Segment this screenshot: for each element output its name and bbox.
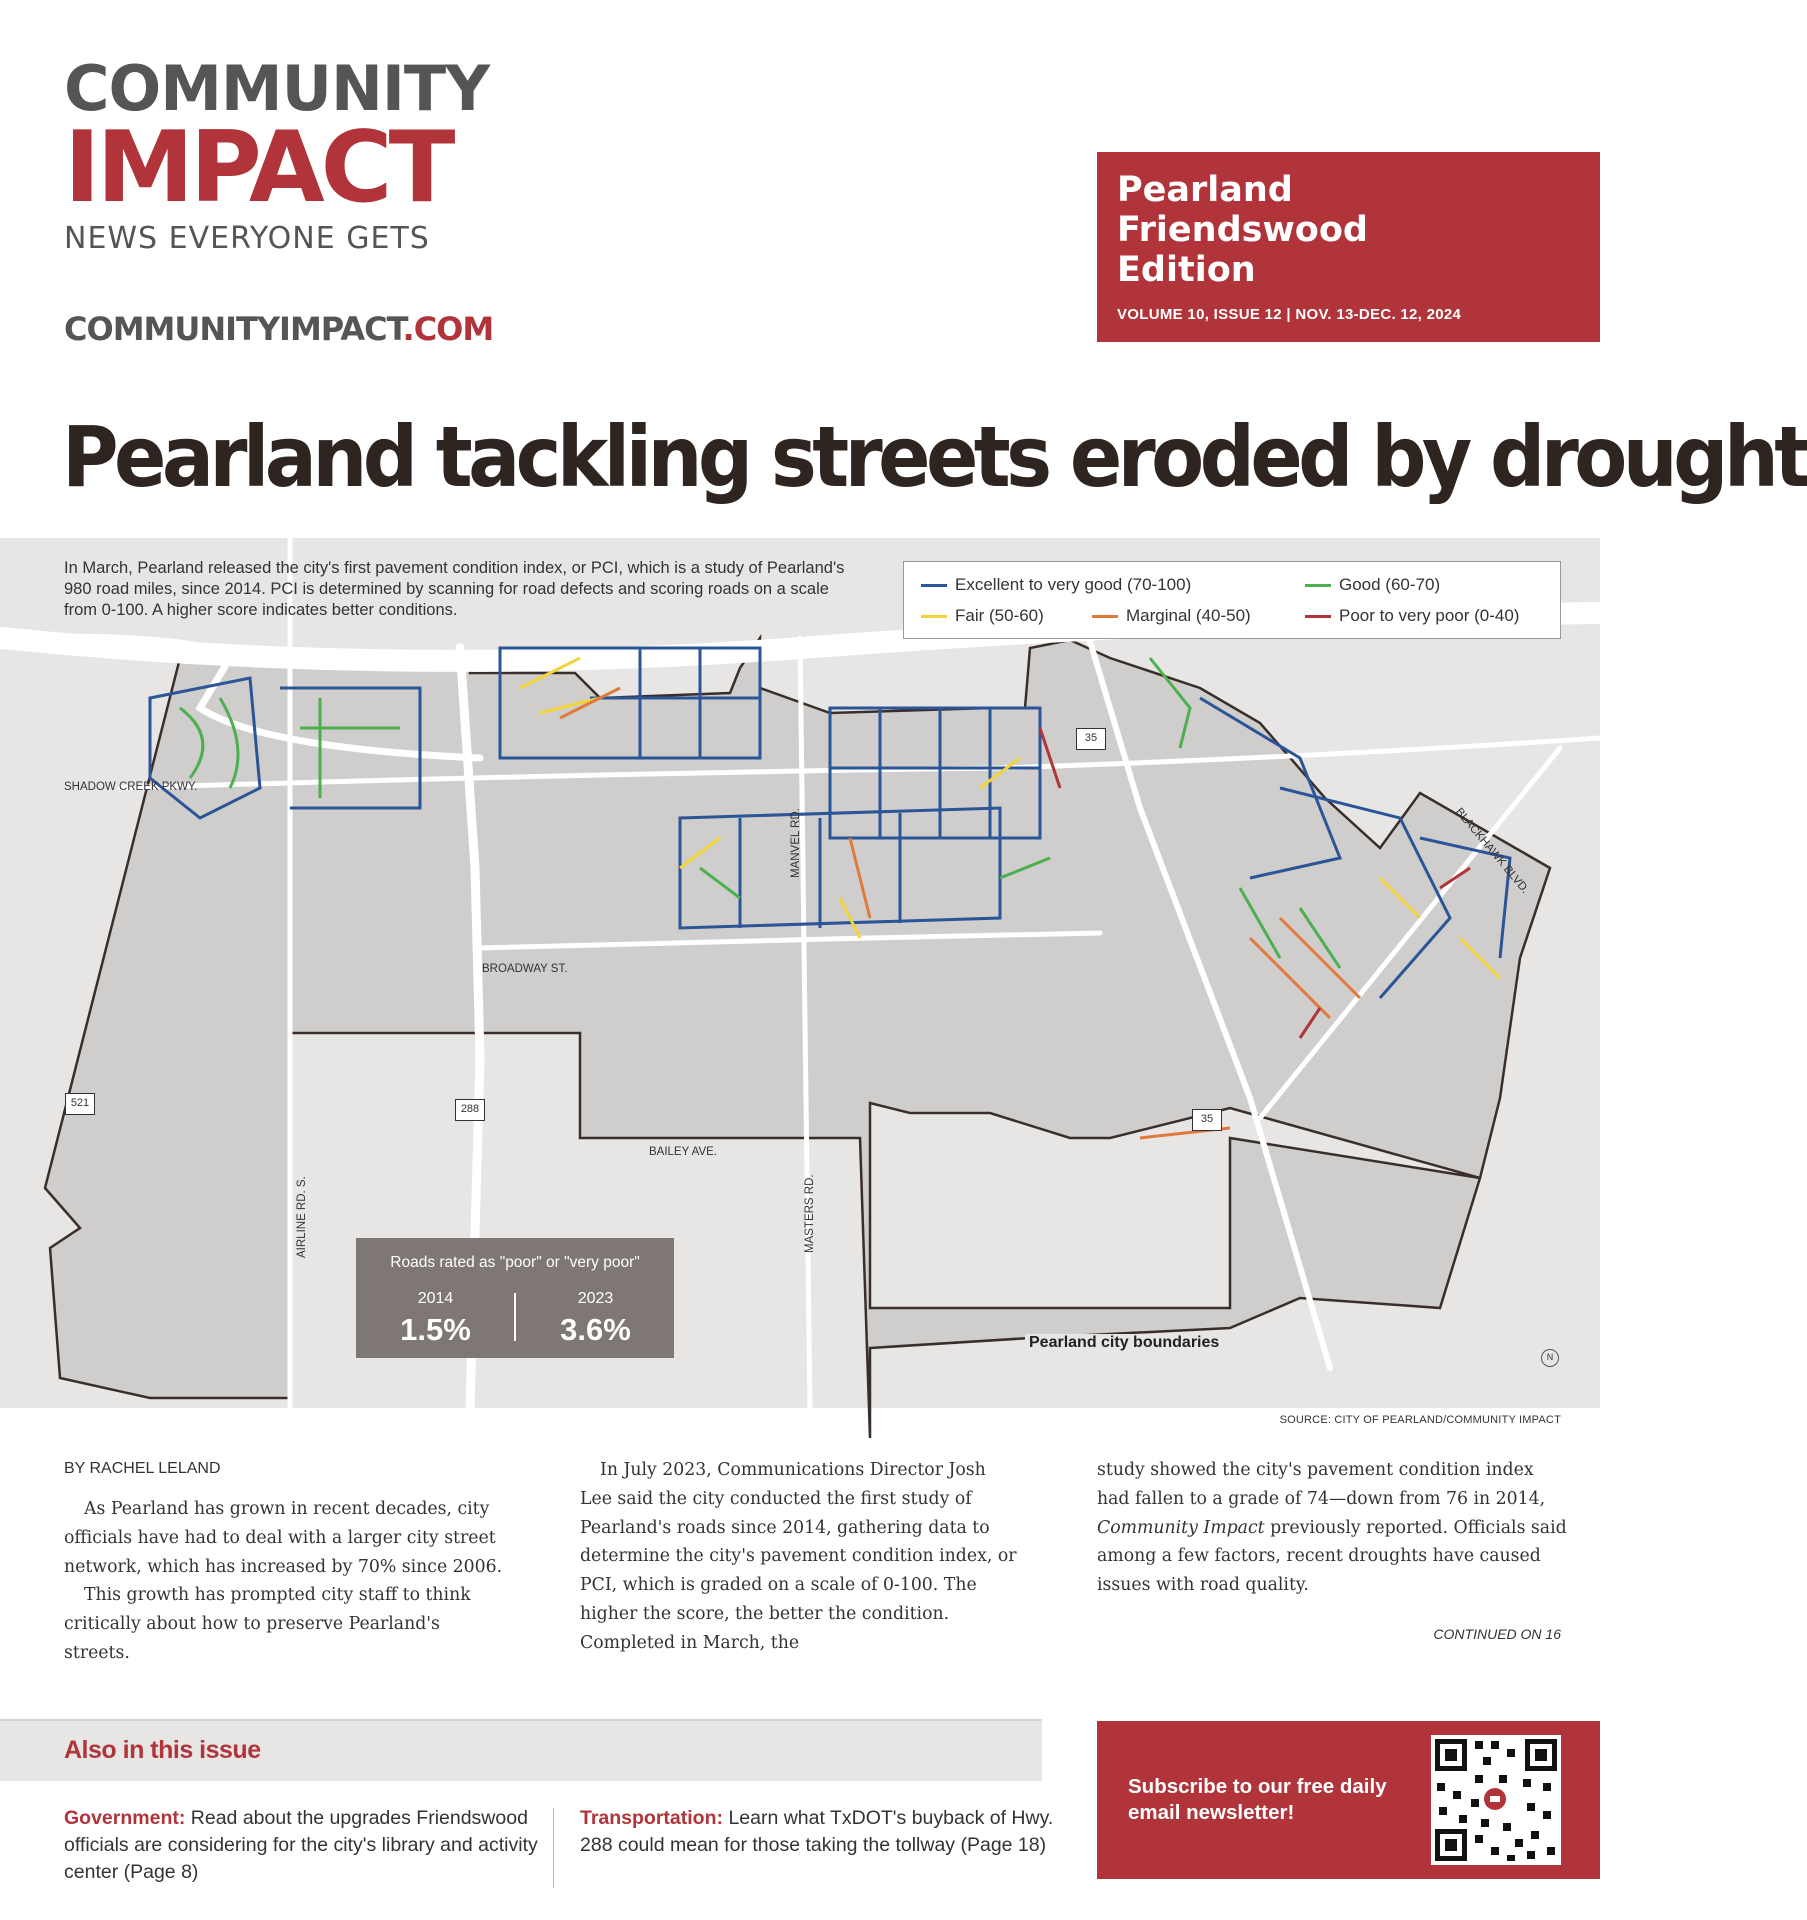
- legend-swatch-poor: [1305, 615, 1331, 618]
- road-label-manvel: MANVEL RD.: [790, 808, 802, 878]
- legend-swatch-good: [1305, 584, 1331, 587]
- also-in-this-issue-bar: [0, 1719, 1042, 1781]
- legend-swatch-excellent: [921, 584, 947, 587]
- legend-swatch-fair: [921, 615, 947, 618]
- teaser-divider: [553, 1808, 554, 1888]
- article-text: previously reported. Officials said among a few factors, recent droughts have caused issues with road quality.: [1097, 1517, 1567, 1596]
- map-legend: [903, 561, 1561, 639]
- pci-road-map: [0, 538, 1600, 1408]
- map-intro-text: In March, Pearland released the city's first pavement condition index, or PCI, which is a study of Pearland's 980 road miles, since 2014. PCI is determined by scanning for road defects and scoring roads on a scale from 0-100. A higher score indicates better conditions.: [64, 559, 845, 619]
- stat-2023: [516, 1290, 675, 1348]
- teaser-text: Learn what TxDOT's buyback of Hwy. 288 could mean for those taking the tollway (Page 18): [580, 1807, 1054, 1856]
- article-column-3: [1097, 1456, 1567, 1600]
- site-url-suffix: .COM: [402, 310, 494, 348]
- article-column-1: [64, 1495, 504, 1668]
- road-label-shadow-creek: SHADOW CREEK PKWY.: [64, 781, 198, 793]
- legend-label-marginal: Marginal (40-50): [1126, 606, 1251, 625]
- continued-link[interactable]: CONTINUED ON 16: [1433, 1626, 1561, 1642]
- legend-label-good: Good (60-70): [1339, 575, 1441, 594]
- legend-label-poor: Poor to very poor (0-40): [1339, 606, 1520, 625]
- road-label-airline: AIRLINE RD. S.: [296, 1176, 308, 1258]
- stat-box-title: Roads rated as "poor" or "very poor": [390, 1254, 640, 1271]
- road-label-bailey: BAILEY AVE.: [649, 1146, 717, 1158]
- edition-meta: VOLUME 10, ISSUE 12 | NOV. 13-DEC. 12, 2024: [1117, 306, 1462, 323]
- site-url-main: COMMUNITYIMPACT: [64, 310, 403, 348]
- edition-title-line1: Pearland: [1117, 170, 1293, 210]
- article-paragraph: As Pearland has grown in recent decades, city officials have had to deal with a larger city street network, which has increased by 70% since 2006.: [64, 1499, 503, 1577]
- publication-name: Community Impact: [1097, 1517, 1265, 1538]
- teaser-text: Read about the upgrades Friendswood officials are considering for the city's library and activity center (Page 8): [64, 1807, 538, 1883]
- subscribe-box[interactable]: [1097, 1721, 1600, 1879]
- article-paragraph: In July 2023, Communications Director Josh Lee said the city conducted the first study of Pearland's roads since 2014, gathering data to determine the city's pavement condition index, or PCI, which is graded on a scale of 0-100. The higher the score, the better the condition. Completed in March, the: [580, 1460, 1017, 1653]
- stat-value: 1.5%: [400, 1312, 471, 1347]
- map-graphic: [0, 538, 1600, 1408]
- road-label-blackhawk: BLACKHAWK BLVD.: [1452, 806, 1532, 896]
- north-arrow-icon: N: [1541, 1349, 1559, 1367]
- stat-year: 2014: [417, 1290, 454, 1307]
- legend-label-fair: Fair (50-60): [955, 606, 1044, 625]
- community-impact-logo[interactable]: [64, 52, 494, 257]
- article-text: study showed the city's pavement condition index had fallen to a grade of 74—down from 76 in 2014,: [1097, 1460, 1546, 1509]
- road-label-masters: MASTERS RD.: [804, 1174, 816, 1253]
- subscribe-text: Subscribe to our free daily email newsletter!: [1128, 1775, 1387, 1824]
- edition-title-line2: Friendswood: [1117, 210, 1368, 250]
- article-column-2: [580, 1456, 1020, 1658]
- map-source: SOURCE: CITY OF PEARLAND/COMMUNITY IMPACT: [1279, 1414, 1561, 1426]
- legend-item-good: [1305, 575, 1440, 595]
- qr-code-graphic: [1431, 1735, 1561, 1865]
- legend-item-fair: [921, 606, 1044, 626]
- stat-year: 2023: [577, 1290, 614, 1307]
- logo-community-text: COMMUNITY: [64, 52, 490, 125]
- teaser-kicker: Government:: [64, 1807, 186, 1829]
- site-url-link[interactable]: [64, 310, 493, 348]
- highway-shield-521: 521: [65, 1093, 95, 1115]
- qr-code-icon[interactable]: [1431, 1735, 1561, 1865]
- city-boundary-label: Pearland city boundaries: [1025, 1334, 1223, 1352]
- article-paragraph: This growth has prompted city staff to think critically about how to preserve Pearland's streets.: [64, 1585, 471, 1663]
- teaser-kicker: Transportation:: [580, 1807, 724, 1829]
- edition-title-line3: Edition: [1117, 250, 1256, 290]
- poor-roads-stat-box: [356, 1238, 674, 1358]
- also-in-this-issue-title: Also in this issue: [64, 1736, 261, 1764]
- byline: BY RACHEL LELAND: [64, 1460, 221, 1477]
- teaser-government[interactable]: [64, 1805, 544, 1886]
- road-label-broadway: BROADWAY ST.: [482, 963, 568, 975]
- legend-label-excellent: Excellent to very good (70-100): [955, 575, 1192, 594]
- article-paragraph: [1097, 1456, 1567, 1600]
- legend-swatch-marginal: [1092, 615, 1118, 618]
- legend-item-excellent: [921, 575, 1191, 595]
- legend-item-marginal: [1092, 606, 1251, 626]
- edition-box: [1097, 152, 1600, 342]
- logo-tagline: NEWS EVERYONE GETS: [64, 221, 430, 257]
- legend-item-poor: [1305, 606, 1519, 626]
- highway-shield-288: 288: [455, 1099, 485, 1121]
- logo-impact-text: IMPACT: [64, 111, 452, 225]
- headline: Pearland tackling streets eroded by drought: [62, 408, 1807, 506]
- highway-shield-35-south: 35: [1192, 1109, 1222, 1131]
- stat-value: 3.6%: [560, 1312, 631, 1347]
- teaser-transportation[interactable]: [580, 1805, 1060, 1859]
- stat-2014: [356, 1290, 515, 1348]
- highway-shield-35-north: 35: [1076, 728, 1106, 750]
